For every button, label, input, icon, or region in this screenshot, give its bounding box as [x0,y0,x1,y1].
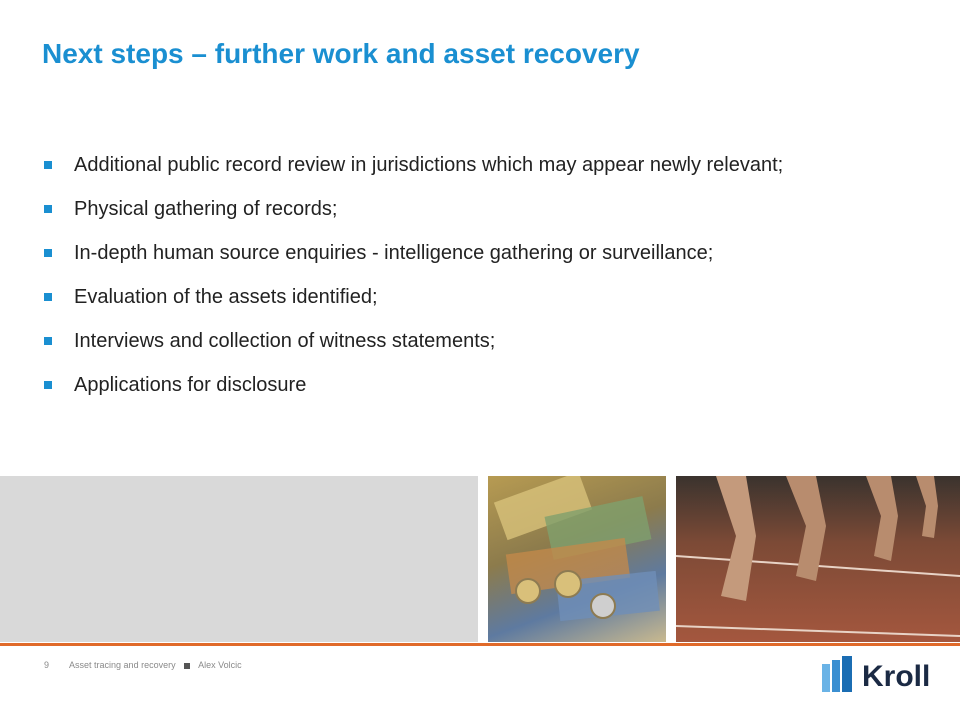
footer-divider [0,643,960,646]
sprinters-start-photo [676,476,960,642]
slide-title: Next steps – further work and asset recovery [42,38,640,69]
bullet-text: In-depth human source enquiries - intelligence gathering or surveillance; [74,242,714,264]
bullet-text: Applications for disclosure [74,374,307,396]
bullet-text: Interviews and collection of witness statements; [74,330,496,352]
square-bullet-icon [44,161,52,169]
gray-panel [0,476,478,642]
list-item [44,372,844,398]
square-separator-icon [184,663,190,669]
list-item [44,328,844,354]
list-item [44,284,844,310]
bullet-text: Evaluation of the assets identified; [74,286,378,308]
presentation-title: Asset tracing and recovery [69,660,176,670]
list-item [44,196,844,222]
page-number: 9 [44,660,50,670]
list-item [44,152,844,178]
banknotes-coins-photo [488,476,666,642]
kroll-mark-icon [820,656,860,696]
bullet-text: Additional public record review in jurisdictions which may appear newly relevant; [74,154,784,176]
bullet-text: Physical gathering of records; [74,198,338,220]
kroll-logo [820,656,940,696]
square-bullet-icon [44,381,52,389]
square-bullet-icon [44,293,52,301]
author-name: Alex Volcic [198,660,242,670]
slide-footer [44,660,242,670]
square-bullet-icon [44,337,52,345]
square-bullet-icon [44,249,52,257]
square-bullet-icon [44,205,52,213]
logo-text: Kroll [862,660,931,693]
list-item [44,240,844,266]
bullet-list [44,152,844,416]
